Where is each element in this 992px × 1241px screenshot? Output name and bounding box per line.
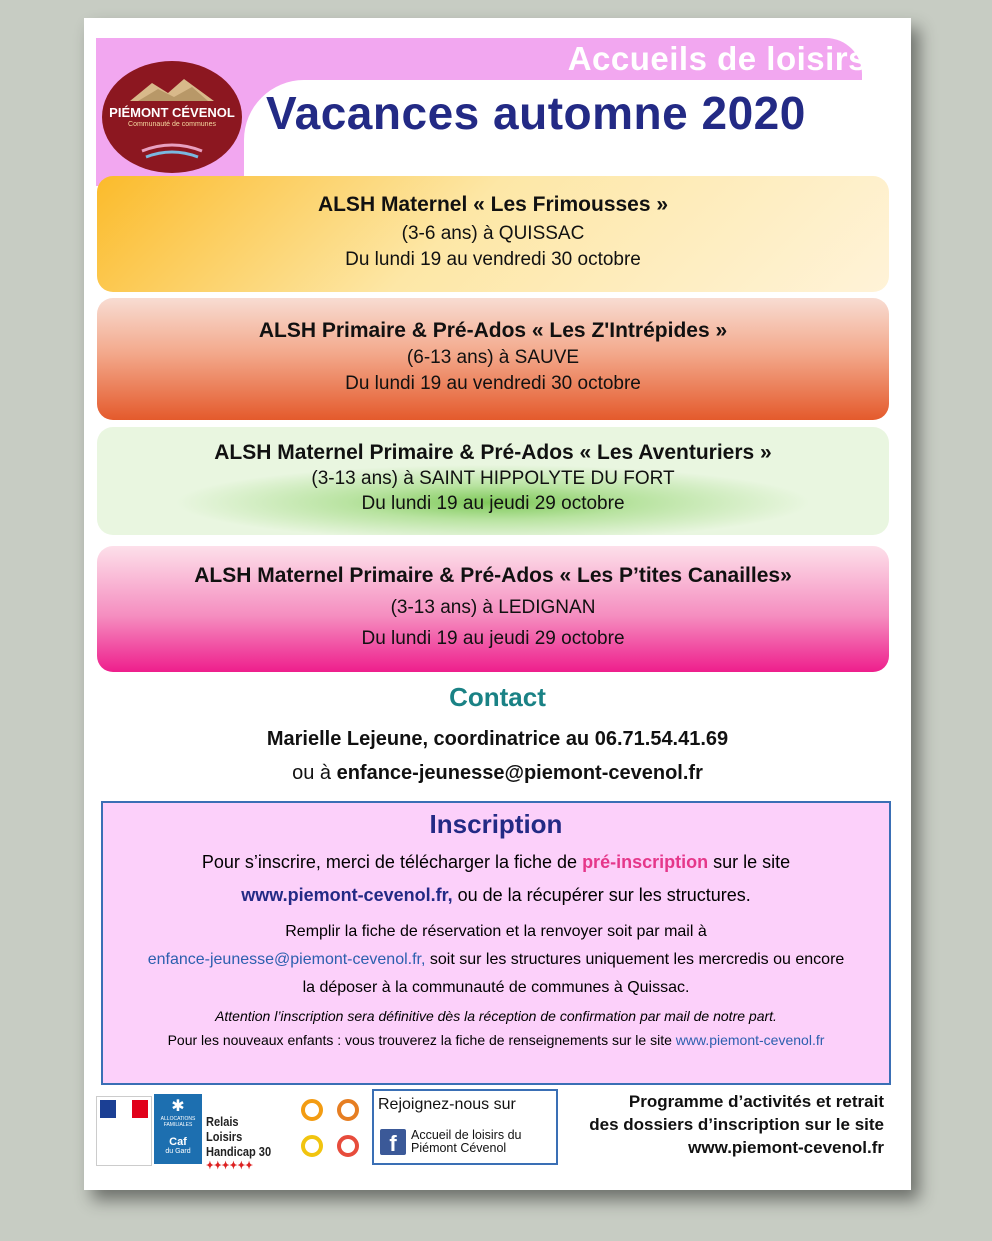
center-card-frimousses [97, 176, 889, 292]
program-line2: des dossiers d’inscription sur le site [589, 1115, 884, 1134]
caf-logo [154, 1094, 202, 1164]
facebook-heading: Rejoignez-nous sur [378, 1096, 516, 1113]
center-ages: (3-13 ans) à SAINT HIPPOLYTE DU FORT [311, 468, 675, 489]
center-card-ptites-canailles [97, 546, 889, 672]
republique-francaise-logo [96, 1096, 152, 1166]
header-subtitle: Accueils de loisirs [567, 40, 867, 77]
inscription-text: ou de la récupérer sur les structures. [452, 885, 751, 905]
facebook-page-line2: Piémont Cévenol [411, 1141, 507, 1155]
center-ages: (3-6 ans) à QUISSAC [401, 223, 585, 244]
inscription-text: la déposer à la communauté de communes à Quissac. [302, 979, 690, 996]
program-info [589, 1090, 884, 1159]
relais-line2: Handicap 30 [206, 1144, 272, 1159]
children-figures-icon: ✦✦✦✦✦✦ [206, 1160, 254, 1172]
caf-allocations: ALLOCATIONS FAMILIALES [160, 1116, 196, 1128]
contact-coordinator: Marielle Lejeune, coordinatrice au 06.71.54.41.69 [266, 728, 729, 750]
pre-inscription-link[interactable]: pré-inscription [582, 852, 709, 872]
contact-heading: Contact [449, 682, 546, 712]
center-name: ALSH Maternel Primaire & Pré-Ados « Les P’tites Canailles» [194, 564, 792, 587]
contact-email-link[interactable]: enfance-jeunesse@piemont-cevenol.fr [336, 762, 703, 784]
program-website-link[interactable]: www.piemont-cevenol.fr [688, 1138, 884, 1157]
center-name: ALSH Primaire & Pré-Ados « Les Z'Intrépides » [258, 319, 728, 342]
relais-line1: Relais Loisirs [206, 1114, 243, 1144]
inscription-box [101, 801, 891, 1085]
center-dates: Du lundi 19 au jeudi 29 octobre [361, 628, 625, 649]
facebook-icon: f [380, 1129, 406, 1155]
center-card-aventuriers [97, 427, 889, 535]
center-name: ALSH Maternel « Les Frimousses » [317, 193, 669, 216]
inscription-site-line [103, 885, 889, 906]
program-line1: Programme d’activités et retrait [628, 1092, 884, 1111]
website-link[interactable]: www.piemont-cevenol.fr, [241, 885, 453, 905]
inscription-heading: Inscription [429, 809, 563, 839]
caf-subtitle: du Gard [165, 1148, 191, 1155]
website-link-2[interactable]: www.piemont-cevenol.fr [675, 1032, 825, 1048]
inscription-text: soit sur les structures uniquement les mercredis ou encore [425, 951, 845, 968]
contact-email-prefix: ou à [292, 762, 337, 784]
center-dates: Du lundi 19 au vendredi 30 octobre [345, 249, 641, 270]
center-dates: Du lundi 19 au vendredi 30 octobre [345, 373, 641, 394]
center-ages: (6-13 ans) à SAUVE [406, 347, 580, 368]
center-ages: (3-13 ans) à LEDIGNAN [390, 597, 596, 618]
center-dates: Du lundi 19 au jeudi 29 octobre [361, 493, 625, 514]
contact-email-line [84, 762, 911, 785]
inscription-text: Pour s’inscrire, merci de télécharger la fiche de [201, 852, 583, 872]
facebook-box[interactable] [372, 1089, 558, 1165]
inscription-text: Pour les nouveaux enfants : vous trouverez la fiche de renseignements sur le site [167, 1032, 676, 1048]
inscription-step-reservation [103, 918, 889, 1002]
page-title: Vacances automne 2020 [266, 87, 806, 139]
partner-circles-icon [296, 1098, 362, 1166]
marianne-icon [97, 1097, 151, 1127]
inscription-email-link[interactable]: enfance-jeunesse@piemont-cevenol.fr, [147, 951, 426, 968]
relais-loisirs-logo [206, 1114, 276, 1172]
facebook-page-name [411, 1129, 521, 1155]
flyer-page [84, 18, 911, 1190]
inscription-text: sur le site [708, 852, 791, 872]
logo-name: PIÉMONT CÉVENOL [109, 105, 235, 120]
piemont-cevenol-logo [102, 61, 242, 173]
inscription-new-children [103, 1032, 889, 1048]
logo-subtitle: Communauté de communes [128, 121, 216, 128]
facebook-page-line1: Accueil de loisirs du [411, 1128, 522, 1142]
caf-name: Caf [169, 1136, 187, 1148]
inscription-text: Remplir la fiche de réservation et la renvoyer soit par mail à [285, 923, 707, 940]
inscription-step-download [103, 852, 889, 873]
center-card-intrepides [97, 298, 889, 420]
caf-star-icon: ✱ [171, 1098, 185, 1115]
inscription-warning: Attention l’inscription sera définitive dès la réception de confirmation par mail de notre part. [215, 1008, 777, 1024]
center-name: ALSH Maternel Primaire & Pré-Ados « Les Aventuriers » [214, 441, 772, 464]
